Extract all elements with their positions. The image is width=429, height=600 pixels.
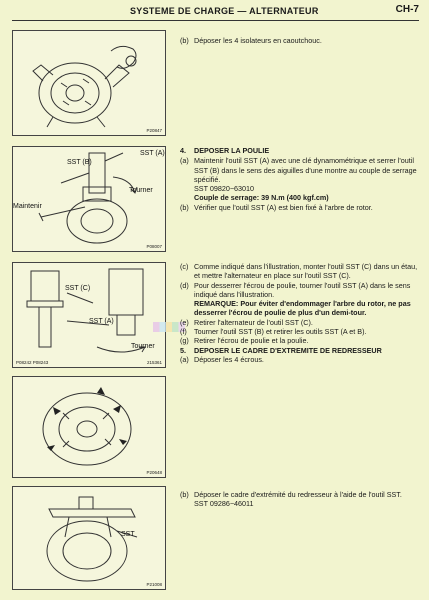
label-sst-a: SST (A) [89, 318, 114, 325]
step-marker: (e) [180, 317, 189, 327]
section-title: DEPOSER LE CADRE D'EXTREMITE DE REDRESSEUR [194, 345, 382, 355]
label-tourner: Tourner [129, 187, 153, 194]
figure-code: P20847 [146, 128, 162, 133]
figure-code: P08007 [146, 244, 162, 249]
step-text: Retirer l'écrou de poulie et la poulie. [194, 336, 309, 346]
step-text: Retirer l'alternateur de l'outil SST (C). [194, 317, 313, 327]
figure-code: P20648 [146, 470, 162, 475]
step-text: Vérifier que l'outil SST (A) est bien fixé à l'arbre de rotor. [194, 202, 373, 212]
label-sst-c: SST (C) [65, 285, 91, 292]
step-text: Pour desserrer l'écrou de poulie, tourner l'outil SST (A) dans le sens indiqué dans l'illustration. [194, 280, 411, 299]
alternator-drawing [13, 31, 165, 135]
step-marker: (b) [180, 36, 189, 45]
label-tourner: Tourner [131, 343, 155, 350]
step-text: Maintenir l'outil SST (A) avec une clé dynamométrique et serrer l'outil SST (B) dans le sens des aiguilles d'une montre au couple de serrage spécifié. [194, 156, 417, 184]
step-marker: (g) [180, 336, 189, 346]
vise-tool-drawing [13, 263, 165, 367]
step-marker: (d) [180, 280, 189, 290]
step-marker: (a) [180, 354, 189, 364]
figure-rectifier-frame [12, 486, 166, 590]
step-marker: (b) [180, 202, 189, 212]
figure-code-left: P08242 P08243 [16, 360, 49, 365]
page-title: SYSTEME DE CHARGE — ALTERNATEUR [130, 6, 319, 16]
step-text: Comme indiqué dans l'illustration, monter l'outil SST (C) dans un étau, et mettre l'alternateur en place sur l'outil SST (C). [194, 262, 418, 281]
remark: REMARQUE: Pour éviter d'endommager l'arbre du rotor, ne pas desserrer l'écrou de poulie de plus d'un demi-tour. [194, 299, 411, 318]
label-maintenir: Maintenir [13, 203, 42, 210]
page-header [0, 0, 429, 22]
section-4-continued [180, 262, 418, 364]
figure-code: 215361 [146, 360, 162, 365]
figure-pulley-removal [12, 146, 166, 252]
figure-rectifier-nuts [12, 376, 166, 478]
figure-code: P21008 [146, 582, 162, 587]
torque-spec: Couple de serrage: 39 N.m (400 kgf.cm) [194, 193, 329, 203]
header-divider [12, 20, 419, 21]
section-title: DEPOSER LA POULIE [194, 146, 270, 155]
step-marker: (b) [180, 490, 189, 499]
step-b-insulators [180, 36, 418, 45]
figure-pulley-vise [12, 262, 166, 368]
section-number: 5. [180, 345, 186, 355]
section-4 [180, 146, 418, 212]
step-text: Déposer les 4 écrous. [194, 354, 264, 364]
step-marker: (f) [180, 327, 187, 337]
step-text: Déposer le cadre d'extrémité du redresseur à l'aide de l'outil SST. [194, 490, 402, 499]
sst-number: SST 09820−63010 [194, 184, 255, 194]
page-number: CH-7 [395, 4, 419, 15]
figure-alternator-insulators [12, 30, 166, 136]
label-sst-b: SST (B) [67, 159, 92, 166]
rectifier-nuts-drawing [13, 377, 165, 477]
step-text: Tourner l'outil SST (B) et retirer les outils SST (A et B). [194, 327, 367, 337]
label-sst: SST [121, 531, 135, 538]
step-b-rectifier-frame [180, 490, 418, 509]
step-text: Déposer les 4 isolateurs en caoutchouc. [194, 36, 322, 45]
rectifier-frame-drawing [13, 487, 165, 589]
label-sst-a: SST (A) [140, 150, 165, 157]
sst-number: SST 09286−46011 [194, 499, 254, 509]
step-marker: (a) [180, 156, 189, 166]
section-number: 4. [180, 146, 186, 155]
step-marker: (c) [180, 262, 189, 271]
